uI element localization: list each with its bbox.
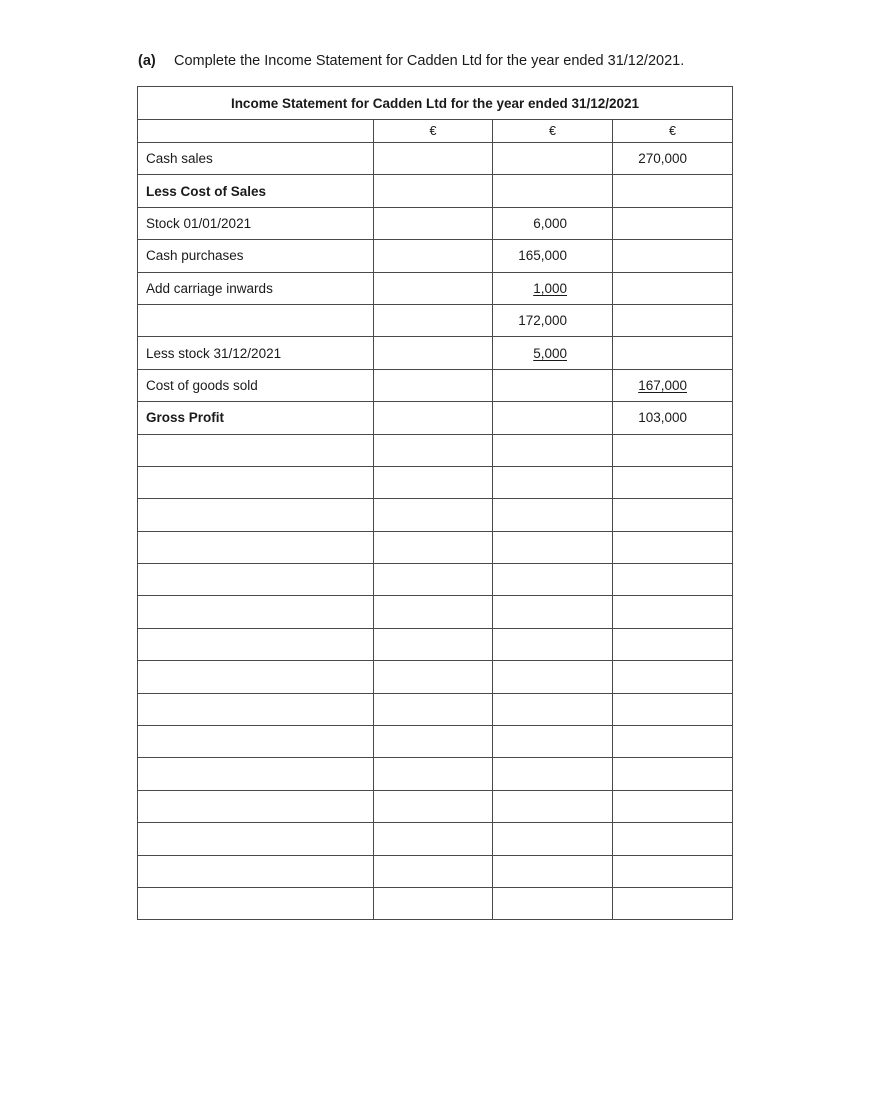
empty-cell[interactable] [613, 531, 733, 563]
empty-cell[interactable] [374, 434, 493, 466]
empty-cell[interactable] [138, 823, 374, 855]
empty-row [138, 661, 733, 693]
table-row [138, 402, 733, 434]
empty-cell[interactable] [613, 434, 733, 466]
empty-cell[interactable] [613, 628, 733, 660]
row-cell-col2[interactable] [493, 337, 613, 369]
empty-cell[interactable] [374, 726, 493, 758]
underlined-value: 167,000 [638, 377, 687, 393]
empty-cell[interactable] [374, 693, 493, 725]
underlined-value: 1,000 [533, 280, 567, 296]
empty-cell[interactable] [493, 887, 613, 919]
empty-cell[interactable] [493, 466, 613, 498]
empty-cell[interactable] [374, 758, 493, 790]
question-instruction: Complete the Income Statement for Cadden Ltd for the year ended 31/12/2021. [174, 53, 685, 69]
empty-cell[interactable] [613, 855, 733, 887]
empty-cell[interactable] [138, 434, 374, 466]
empty-cell[interactable] [613, 726, 733, 758]
empty-cell[interactable] [493, 855, 613, 887]
empty-cell[interactable] [374, 823, 493, 855]
row-cell-col3[interactable] [613, 369, 733, 401]
row-cell-col1[interactable] [374, 304, 493, 336]
empty-cell[interactable] [138, 726, 374, 758]
empty-row [138, 823, 733, 855]
row-cell-col1[interactable] [374, 207, 493, 239]
empty-cell[interactable] [493, 499, 613, 531]
row-label: Less stock 31/12/2021 [138, 337, 374, 369]
row-cell-col1[interactable] [374, 337, 493, 369]
empty-cell[interactable] [138, 758, 374, 790]
empty-cell[interactable] [138, 790, 374, 822]
row-cell-col3[interactable] [613, 272, 733, 304]
empty-cell[interactable] [374, 887, 493, 919]
empty-cell[interactable] [374, 531, 493, 563]
empty-cell[interactable] [374, 855, 493, 887]
row-cell-col3[interactable]: 270,000 [613, 143, 733, 175]
empty-row [138, 758, 733, 790]
table-row [138, 143, 733, 175]
row-label: Stock 01/01/2021 [138, 207, 374, 239]
currency-header-col1: € [374, 120, 493, 143]
table-row [138, 240, 733, 272]
empty-cell[interactable] [613, 790, 733, 822]
empty-row [138, 628, 733, 660]
question-text [138, 53, 684, 69]
empty-cell[interactable] [613, 887, 733, 919]
row-label: Add carriage inwards [138, 272, 374, 304]
row-label [138, 304, 374, 336]
empty-cell[interactable] [613, 661, 733, 693]
row-cell-col2[interactable] [493, 272, 613, 304]
empty-cell[interactable] [138, 887, 374, 919]
empty-cell[interactable] [613, 823, 733, 855]
empty-cell[interactable] [374, 499, 493, 531]
empty-cell[interactable] [493, 596, 613, 628]
empty-row [138, 855, 733, 887]
row-cell-col1[interactable] [374, 402, 493, 434]
empty-row [138, 499, 733, 531]
row-cell-col2[interactable] [493, 402, 613, 434]
row-cell-col2[interactable]: 172,000 [493, 304, 613, 336]
empty-cell[interactable] [613, 466, 733, 498]
empty-cell[interactable] [493, 661, 613, 693]
table-title: Income Statement for Cadden Ltd for the year ended 31/12/2021 [138, 87, 733, 120]
empty-cell[interactable] [493, 434, 613, 466]
row-cell-col2[interactable] [493, 369, 613, 401]
row-cell-col3[interactable] [613, 240, 733, 272]
row-cell-col1[interactable] [374, 369, 493, 401]
empty-cell[interactable] [493, 693, 613, 725]
row-cell-col2[interactable] [493, 143, 613, 175]
row-cell-col3[interactable] [613, 337, 733, 369]
empty-cell[interactable] [138, 564, 374, 596]
currency-header-col3: € [613, 120, 733, 143]
row-cell-col1[interactable] [374, 175, 493, 207]
empty-cell[interactable] [138, 628, 374, 660]
empty-cell[interactable] [138, 693, 374, 725]
empty-cell[interactable] [138, 855, 374, 887]
empty-cell[interactable] [374, 466, 493, 498]
row-cell-col1[interactable] [374, 143, 493, 175]
empty-cell[interactable] [493, 758, 613, 790]
empty-row [138, 596, 733, 628]
table-row [138, 337, 733, 369]
table-row [138, 304, 733, 336]
empty-cell[interactable] [138, 499, 374, 531]
empty-row [138, 466, 733, 498]
empty-row [138, 434, 733, 466]
row-cell-col3[interactable] [613, 304, 733, 336]
empty-cell[interactable] [613, 596, 733, 628]
row-cell-col2[interactable]: 6,000 [493, 207, 613, 239]
row-cell-col3[interactable] [613, 207, 733, 239]
row-label: Cash sales [138, 143, 374, 175]
empty-cell[interactable] [613, 758, 733, 790]
empty-cell[interactable] [493, 628, 613, 660]
empty-cell[interactable] [493, 790, 613, 822]
underlined-value: 5,000 [533, 345, 567, 361]
row-cell-col1[interactable] [374, 240, 493, 272]
empty-cell[interactable] [374, 661, 493, 693]
empty-cell[interactable] [138, 531, 374, 563]
empty-row [138, 693, 733, 725]
table-row [138, 175, 733, 207]
empty-cell[interactable] [493, 726, 613, 758]
currency-header-col2: € [493, 120, 613, 143]
empty-cell[interactable] [138, 466, 374, 498]
income-statement-table [137, 86, 733, 920]
row-cell-col1[interactable] [374, 272, 493, 304]
row-label: Gross Profit [138, 402, 374, 434]
empty-cell[interactable] [613, 499, 733, 531]
row-cell-col3[interactable] [613, 175, 733, 207]
row-label: Cash purchases [138, 240, 374, 272]
empty-cell[interactable] [493, 531, 613, 563]
empty-cell[interactable] [613, 693, 733, 725]
table-row [138, 207, 733, 239]
currency-header-label [138, 120, 374, 143]
row-cell-col2[interactable] [493, 175, 613, 207]
empty-cell[interactable] [374, 628, 493, 660]
empty-cell[interactable] [493, 823, 613, 855]
empty-row [138, 531, 733, 563]
empty-row [138, 887, 733, 919]
row-label: Cost of goods sold [138, 369, 374, 401]
currency-header-row [138, 120, 733, 143]
empty-cell[interactable] [374, 564, 493, 596]
table-title-row [138, 87, 733, 120]
empty-cell[interactable] [374, 596, 493, 628]
empty-row [138, 564, 733, 596]
empty-cell[interactable] [138, 596, 374, 628]
question-label: (a) [138, 53, 156, 69]
empty-cell[interactable] [374, 790, 493, 822]
row-cell-col2[interactable]: 165,000 [493, 240, 613, 272]
empty-cell[interactable] [613, 564, 733, 596]
row-cell-col3[interactable]: 103,000 [613, 402, 733, 434]
empty-cell[interactable] [138, 661, 374, 693]
empty-cell[interactable] [493, 564, 613, 596]
empty-row [138, 790, 733, 822]
empty-row [138, 726, 733, 758]
table-row [138, 272, 733, 304]
row-label: Less Cost of Sales [138, 175, 374, 207]
table-row [138, 369, 733, 401]
